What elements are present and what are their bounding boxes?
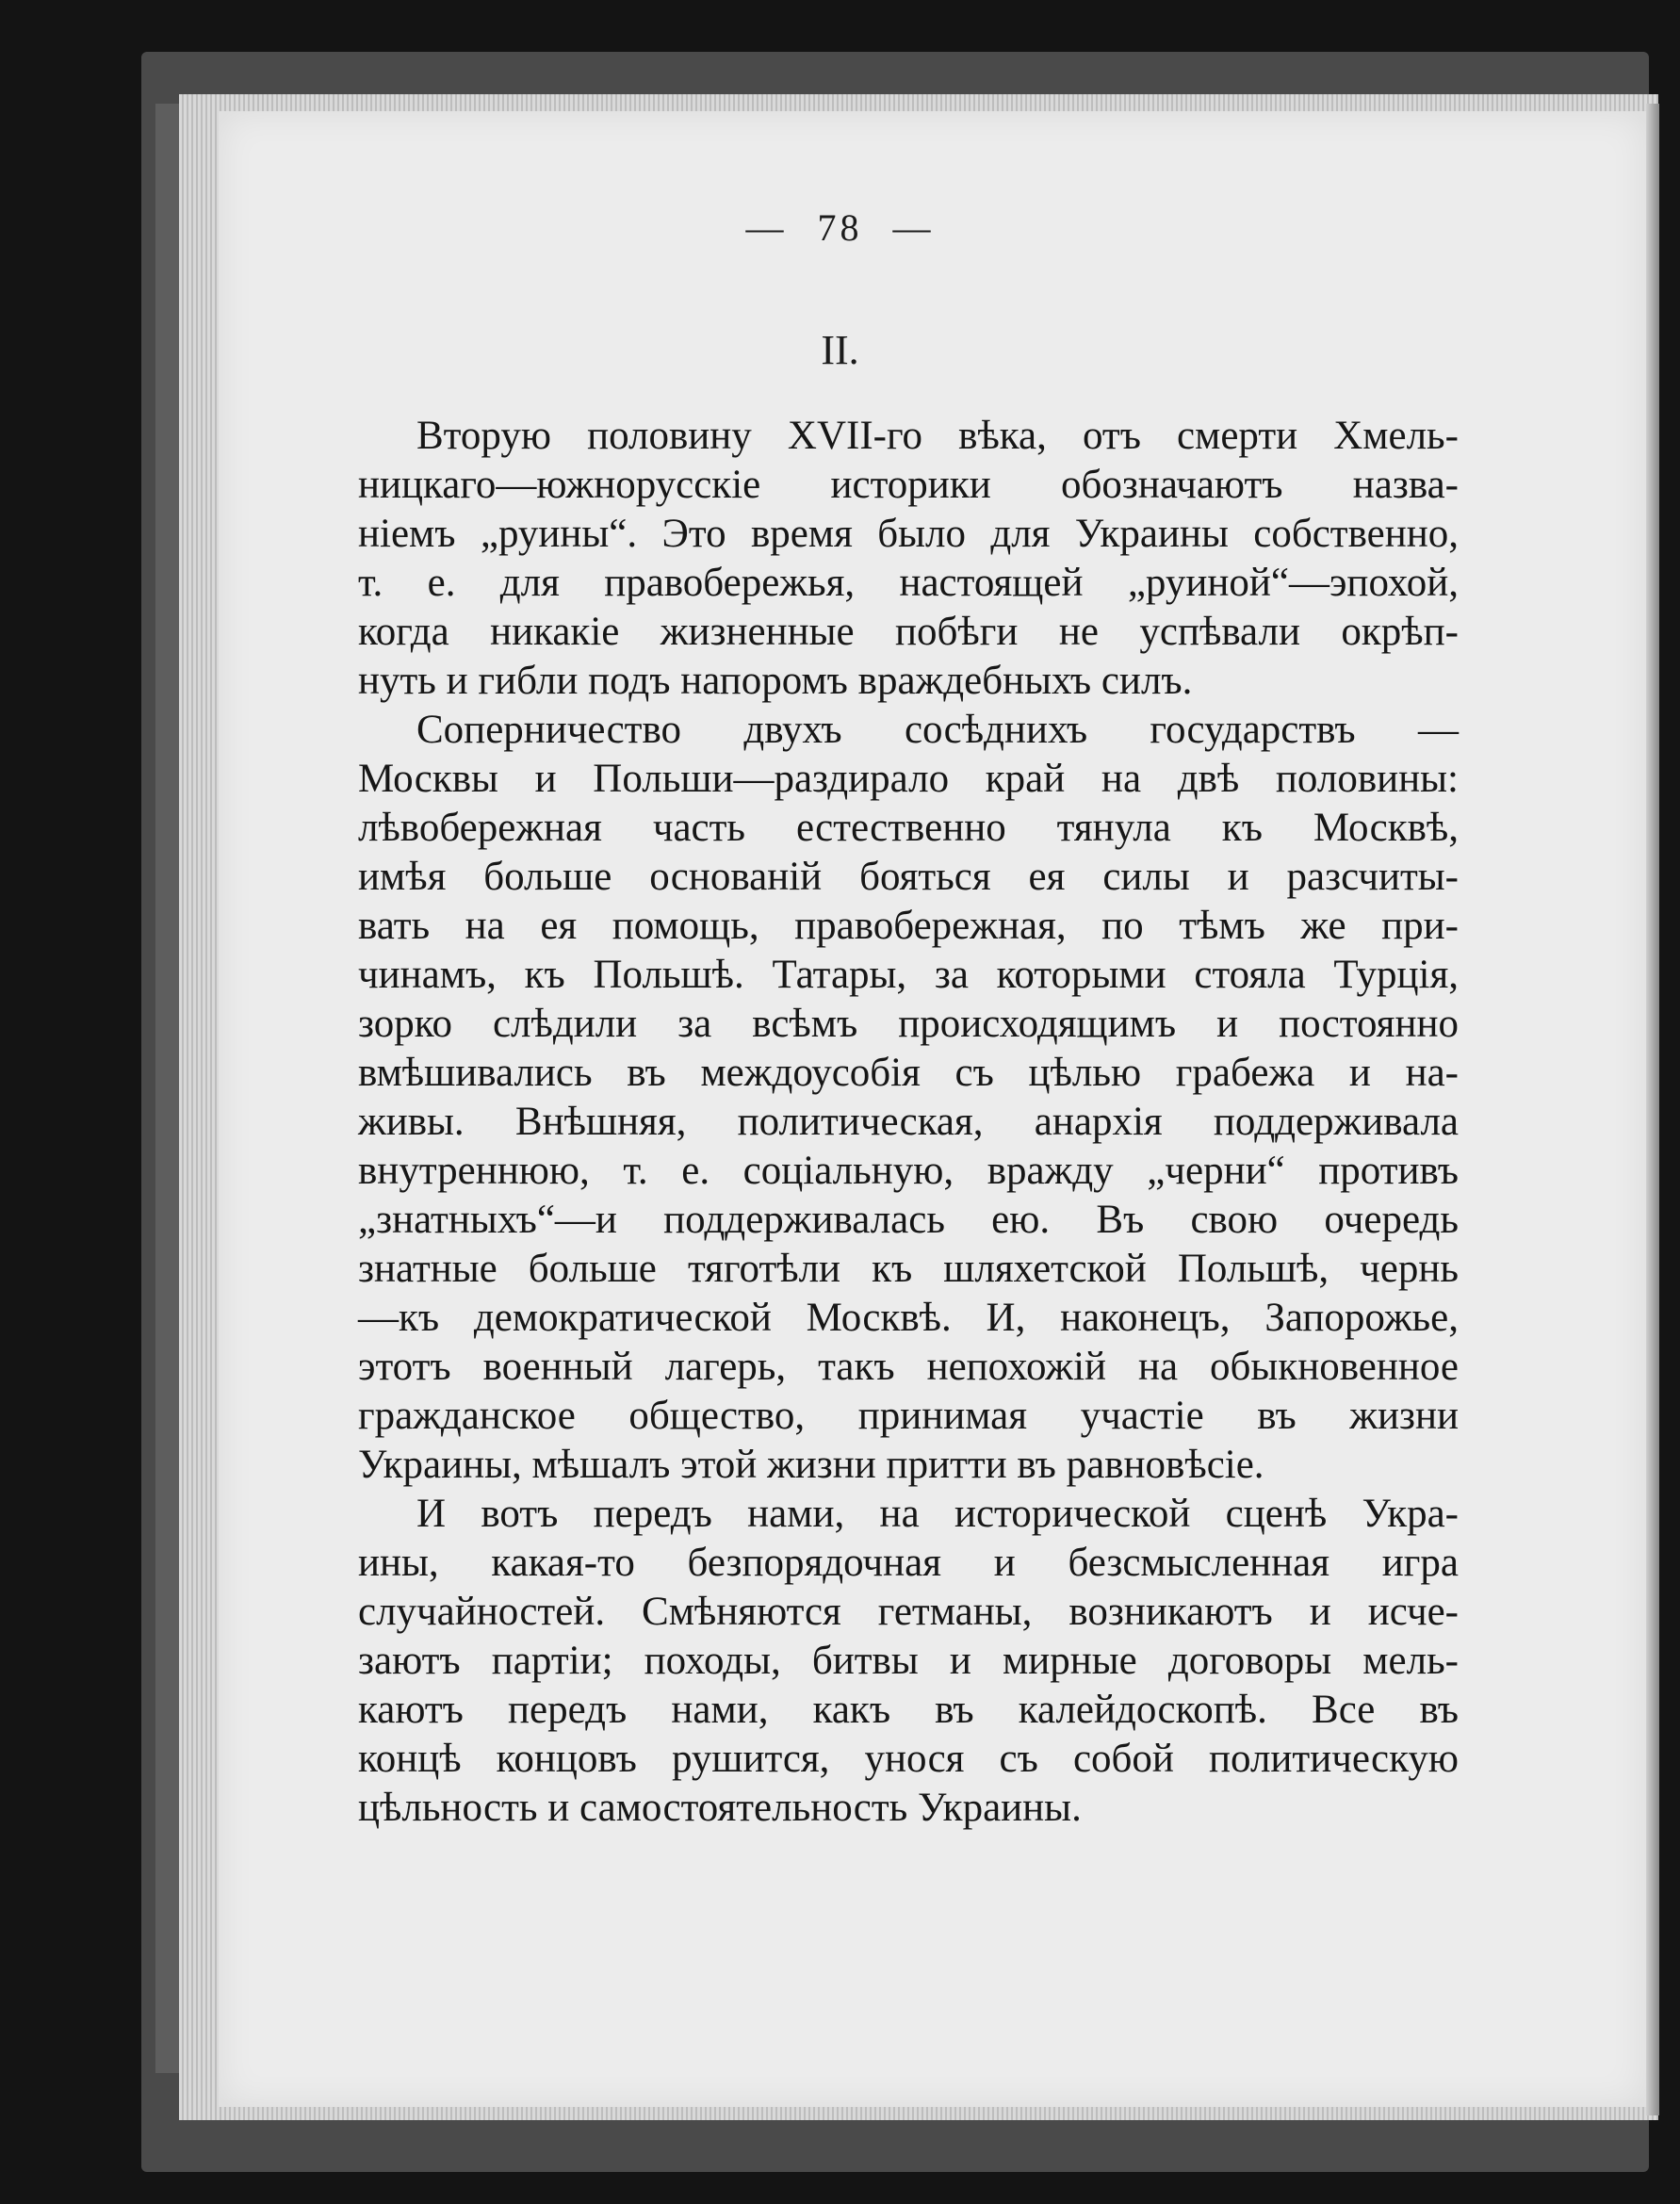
page-number	[0, 205, 1680, 250]
text-line: когда никакіе жизненные побѣги не успѣвали окрѣп-	[358, 610, 1459, 654]
text-line: имѣя больше основаній бояться ея силы и разсчиты-	[358, 855, 1459, 899]
page-number-value: 78	[817, 206, 863, 249]
paragraph-3	[358, 1490, 1459, 1833]
text-line: Москвы и Польши—раздирало край на двѣ половины:	[358, 757, 1459, 801]
text-line: цѣльность и самостоятельность Украины.	[358, 1786, 1082, 1830]
text-line: ніемъ „руины“. Это время было для Украины собственно,	[358, 512, 1459, 556]
body-text	[358, 412, 1459, 1833]
text-line: каютъ передъ нами, какъ въ калейдоскопѣ. Все въ	[358, 1688, 1459, 1732]
text-line: Вторую половину XVII-го вѣка, отъ смерти Хмель-	[416, 414, 1459, 458]
page-fold	[1646, 104, 1659, 2115]
text-line: Соперничество двухъ сосѣднихъ государствъ —	[416, 708, 1459, 752]
text-line: лѣвобережная часть естественно тянула къ Москвѣ,	[358, 806, 1459, 850]
page-number-dash-right: —	[892, 206, 935, 249]
text-line: „знатныхъ“—и поддерживалась ею. Въ свою очередь	[358, 1198, 1459, 1242]
text-line: —къ демократической Москвѣ. И, наконецъ, Запорожье,	[358, 1296, 1459, 1340]
text-line: случайностей. Смѣняются гетманы, возникаютъ и исче-	[358, 1590, 1459, 1634]
text-line: знатные больше тяготѣли къ шляхетской Польшѣ, чернь	[358, 1247, 1459, 1291]
text-line: ницкаго—южнорусскіе историки обозначаютъ назва-	[358, 463, 1459, 507]
text-line: т. е. для правобережья, настоящей „руиной“—эпохой,	[358, 561, 1459, 605]
page-number-dash-left: —	[745, 206, 788, 249]
text-line: Украины, мѣшалъ этой жизни притти въ равновѣсіе.	[358, 1443, 1264, 1487]
text-line: живы. Внѣшняя, политическая, анархія поддерживала	[358, 1100, 1459, 1144]
chapter-heading: II.	[821, 327, 859, 373]
text-line: концѣ концовъ рушится, унося съ собой политическую	[358, 1737, 1459, 1781]
paragraph-2	[358, 706, 1459, 1490]
text-line: ины, какая-то безпорядочная и безсмысленная игра	[358, 1541, 1459, 1585]
text-line: вмѣшивались въ междоусобія съ цѣлью грабежа и на-	[358, 1051, 1459, 1095]
text-line: этотъ военный лагерь, такъ непохожій на обыкновенное	[358, 1345, 1459, 1389]
text-line: нуть и гибли подъ напоромъ враждебныхъ силъ.	[358, 659, 1193, 703]
text-line: И вотъ передъ нами, на исторической сценѣ Укра-	[416, 1492, 1459, 1536]
text-line: вать на ея помощь, правобережная, по тѣмъ же при-	[358, 904, 1459, 948]
text-line: гражданское общество, принимая участіе въ жизни	[358, 1394, 1459, 1438]
text-line: заютъ партіи; походы, битвы и мирные договоры мель-	[358, 1639, 1459, 1683]
text-line: внутреннюю, т. е. соціальную, вражду „черни“ противъ	[358, 1149, 1459, 1193]
text-line: зорко слѣдили за всѣмъ происходящимъ и постоянно	[358, 1002, 1459, 1046]
text-line: чинамъ, къ Польшѣ. Татары, за которыми стояла Турція,	[358, 953, 1459, 997]
paragraph-1	[358, 412, 1459, 706]
